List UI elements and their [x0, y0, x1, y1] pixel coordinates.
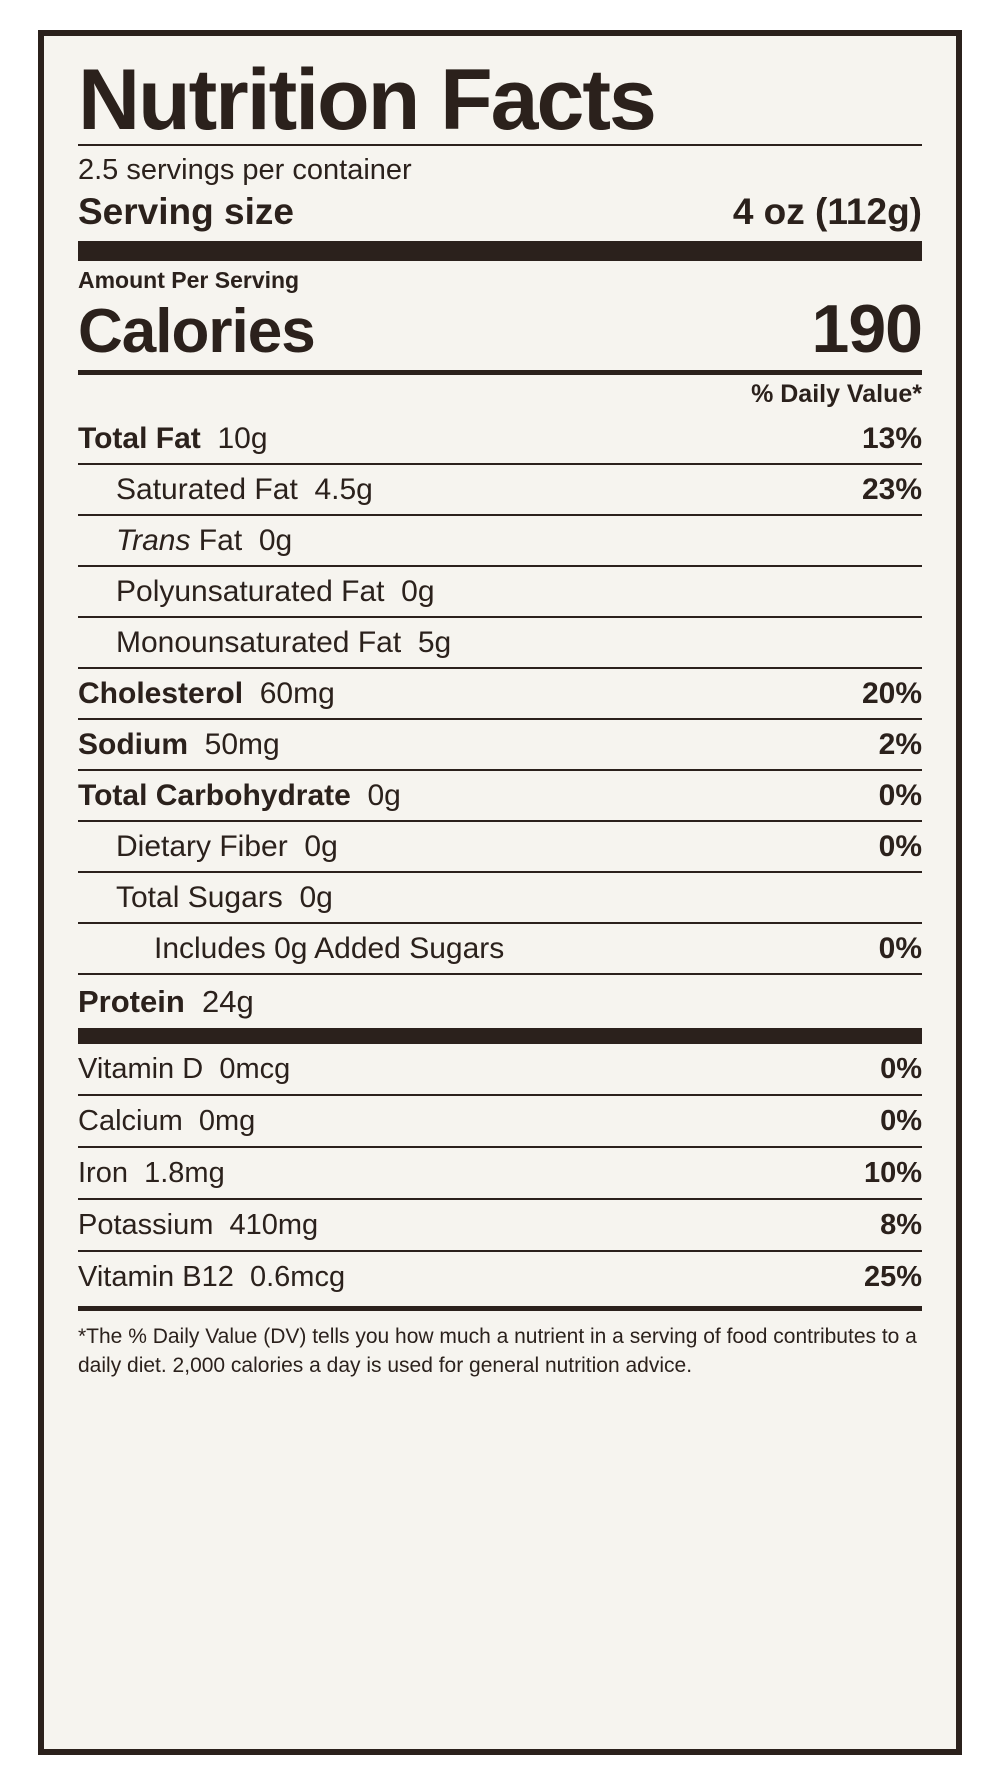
- daily-value-header: % Daily Value*: [751, 379, 922, 408]
- divider-thick-top: [78, 241, 922, 261]
- nutrient-label: [78, 779, 865, 813]
- servings-per-container: 2.5 servings per container: [78, 154, 412, 187]
- calories-row: [78, 291, 922, 369]
- vitamin-row-vitamin-d: [78, 1044, 922, 1096]
- nutrient-amount: 50mg: [204, 727, 280, 761]
- vitamin-row-iron: [78, 1148, 922, 1200]
- nutrient-amount: 4.5g: [314, 472, 373, 506]
- nutrient-amount: 0g: [401, 574, 435, 608]
- nutrient-label: [116, 575, 908, 609]
- nutrient-label: [116, 626, 908, 660]
- serving-size-row: [78, 189, 922, 241]
- nutrient-row-monounsaturated-fat: [78, 618, 922, 669]
- serving-size-label: Serving size: [78, 191, 294, 233]
- vitamin-label: [78, 1261, 850, 1294]
- nutrient-row-sodium: [78, 720, 922, 771]
- nutrient-row-total-carbohydrate: [78, 771, 922, 822]
- serving-size-value: 4 oz (112g): [732, 191, 922, 233]
- nutrient-dv: 13%: [861, 421, 922, 455]
- calories-value: 190: [811, 291, 922, 368]
- nutrient-name: Total Carbohydrate: [78, 778, 351, 812]
- vitamin-amount: 0mcg: [219, 1052, 291, 1085]
- nutrient-label: [116, 830, 865, 864]
- nutrients-list: [78, 414, 922, 1028]
- vitamin-label: [78, 1105, 866, 1138]
- nutrient-name: Total Fat: [78, 421, 201, 455]
- vitamin-name: Potassium: [78, 1208, 214, 1241]
- vitamin-amount: 0.6mcg: [249, 1260, 346, 1293]
- nutrient-amount: 0g: [299, 880, 333, 914]
- nutrient-row-saturated-fat: [78, 465, 922, 516]
- nutrient-label: [116, 881, 908, 915]
- calories-label: Calories: [78, 297, 315, 367]
- nutrient-row-dietary-fiber: [78, 822, 922, 873]
- vitamin-label: [78, 1209, 866, 1242]
- vitamin-dv: 25%: [863, 1260, 922, 1293]
- vitamin-dv: 8%: [880, 1208, 922, 1241]
- vitamin-amount: 410mg: [229, 1208, 319, 1241]
- vitamin-row-vitamin-b12: [78, 1252, 922, 1302]
- nutrient-name-italic: Trans: [116, 523, 191, 557]
- nutrient-dv: 23%: [861, 472, 922, 506]
- vitamin-name: Iron: [78, 1156, 128, 1189]
- vitamin-label: [78, 1157, 850, 1190]
- nutrient-name: Polyunsaturated Fat: [116, 574, 385, 608]
- nutrient-label: [78, 422, 848, 456]
- nutrient-name: Monounsaturated Fat: [116, 625, 402, 659]
- nutrient-amount: 24g: [202, 983, 254, 1019]
- nutrient-dv: 0%: [878, 931, 922, 965]
- vitamin-dv: 0%: [880, 1052, 922, 1085]
- nutrient-label: Trans Fat 0g: [116, 523, 293, 557]
- vitamin-row-potassium: [78, 1200, 922, 1252]
- nutrient-dv: 0%: [878, 829, 922, 863]
- vitamin-name: Calcium: [78, 1104, 183, 1137]
- nutrient-name: Total Sugars: [116, 880, 283, 914]
- divider-thick-vitamins: [78, 1028, 922, 1044]
- vitamins-list: [78, 1044, 922, 1302]
- nutrient-amount: 0g: [367, 778, 401, 812]
- nutrient-row-total-fat: [78, 414, 922, 465]
- nutrient-name: Dietary Fiber: [116, 829, 288, 863]
- nutrient-label: [78, 677, 848, 711]
- nutrient-name: Sodium: [78, 727, 188, 761]
- nutrient-dv: 20%: [861, 676, 922, 710]
- nutrient-amount: 0g: [258, 523, 293, 557]
- amount-per-serving-label: Amount Per Serving: [78, 267, 300, 294]
- nutrient-row-added-sugars: [78, 924, 922, 975]
- vitamin-row-calcium: [78, 1096, 922, 1148]
- nutrient-label: Includes 0g Added Sugars: [154, 931, 505, 965]
- nutrient-row-protein: [78, 975, 922, 1028]
- nutrition-facts-panel: [38, 30, 962, 1755]
- vitamin-amount: 1.8mg: [144, 1156, 225, 1189]
- vitamin-amount: 0mg: [198, 1104, 256, 1137]
- page-title: Nutrition Facts: [78, 52, 655, 148]
- nutrient-amount: 0g: [304, 829, 338, 863]
- nutrient-row-polyunsaturated-fat: [78, 567, 922, 618]
- nutrient-label: [78, 728, 865, 762]
- vitamin-name: Vitamin D: [78, 1052, 204, 1085]
- nutrient-row-cholesterol: [78, 669, 922, 720]
- nutrient-row-trans-fat: [78, 516, 922, 567]
- nutrient-label: [78, 984, 254, 1020]
- vitamin-name: Vitamin B12: [78, 1260, 234, 1293]
- daily-value-footnote: *The % Daily Value (DV) tells you how much a nutrient in a serving of food contributes to a daily diet. 2,000 calories a day is used for general nutrition advice.: [78, 1324, 917, 1377]
- nutrient-label: [116, 473, 848, 507]
- nutrient-dv: 0%: [878, 778, 922, 812]
- vitamin-dv: 10%: [863, 1156, 922, 1189]
- nutrient-dv: 2%: [878, 727, 922, 761]
- nutrient-amount: 5g: [417, 625, 452, 659]
- vitamin-dv: 0%: [880, 1104, 922, 1137]
- nutrient-name: Protein: [78, 983, 185, 1019]
- nutrient-amount: 60mg: [259, 676, 335, 710]
- nutrient-name: Cholesterol: [78, 676, 244, 710]
- nutrient-name: Saturated Fat: [116, 472, 298, 506]
- nutrient-row-total-sugars: [78, 873, 922, 924]
- nutrient-amount: 10g: [217, 421, 268, 455]
- vitamin-label: [78, 1053, 866, 1086]
